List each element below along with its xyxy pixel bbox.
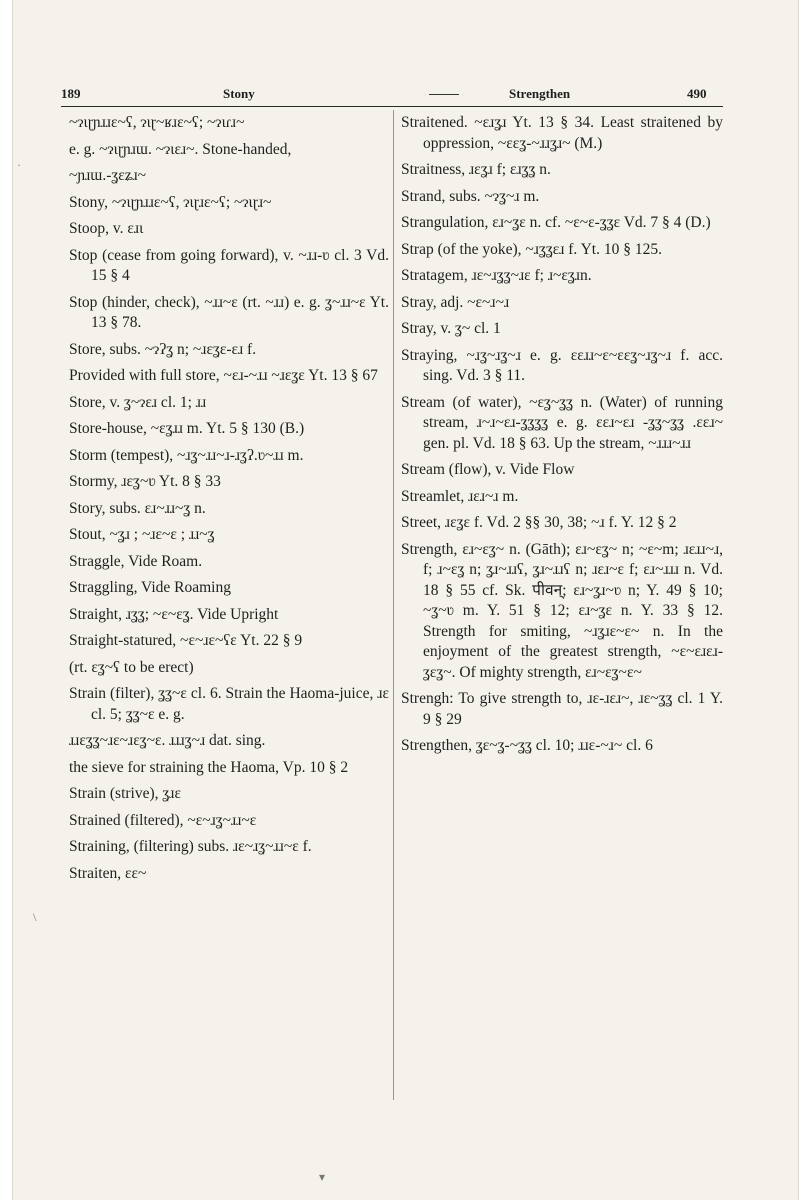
entry: Stormy, ɹɛʓ~ʋ Yt. 8 § 33 bbox=[69, 473, 221, 490]
entry: Strengh: To give strength to, ɹɛ-ɹɛɹ~, ɹɛ~ʓʓ cl. 1 Y. 9 § 29 bbox=[401, 690, 723, 728]
entry: Stray, v. ʓ~ cl. 1 bbox=[401, 320, 501, 337]
entry: (rt. ɛʓ~ʕ to be erect) bbox=[69, 658, 194, 676]
header-rule bbox=[61, 106, 723, 107]
running-header bbox=[61, 80, 721, 106]
entry: Stoop, v. ɛɹɩ bbox=[69, 220, 144, 237]
entry: Straining, (filtering) subs. ɹɛ~ɹʓ~ɹɹ~ɛ f. bbox=[69, 838, 312, 855]
bottom-dot: ▾ bbox=[319, 1170, 326, 1184]
entry: Straitness, ɹɛʓɹ f; ɛɹʓʓ n. bbox=[401, 161, 551, 178]
entry: e. g. ~ɂɩɽɲɹɯ. ~ɂɩɛɹ~. Stone-handed, bbox=[69, 140, 292, 158]
entry: Provided with full store, ~ɛɹ-~ɹɹ ~ɹɛʓɛ Yt. 13 § 67 bbox=[69, 367, 378, 384]
entry: ~ɂɩɽɲɹɹɛ~ʕ, ɂɩɽ~ʁɹɛ~ʕ; ~ɂɩɾɹ~ bbox=[69, 114, 245, 131]
entry: Strain (filter), ʓʓ~ɛ cl. 6. Strain the Haoma-juice, ɹɛ cl. 5; ʓʓ~ɛ e. g. bbox=[69, 685, 389, 723]
entry: the sieve for straining the Haoma, Vp. 10 § 2 bbox=[69, 758, 349, 776]
entry: Straiten, ɛɛ~ bbox=[69, 864, 147, 882]
entry: Straggling, Vide Roaming bbox=[69, 579, 231, 596]
entry: Strap (of the yoke), ~ɹʓʓɛɹ f. Yt. 10 § 125. bbox=[401, 240, 662, 258]
entry: Strengthen, ʓɛ~ʓ-~ʓʓ cl. 10; ɹɹɛ-~ɹ~ cl. 6 bbox=[401, 737, 653, 754]
entry: Straitened. ~ɛɹʓɹ Yt. 13 § 34. Least straitened by oppression, ~ɛɛʓ-~ɹɹʓɹ~ (M.) bbox=[401, 114, 723, 152]
entry: Straying, ~ɹʓ~ɹʓ~ɹ e. g. ɛɛɹɹ~ɛ~ɛɛʓ~ɹʓ~ɹ f. acc. sing. Vd. 3 § 11. bbox=[401, 346, 723, 384]
entry: Stray, adj. ~ɛ~ɹ~ɹ bbox=[401, 293, 510, 311]
header-dash bbox=[429, 94, 459, 95]
entry: Strain (strive), ʓɹɛ bbox=[69, 785, 181, 802]
entry: Stony, ~ɂɩɽɲɹɹɛ~ʕ, ɂɩɽɹɛ~ʕ; ~ɂɩɽɹ~ bbox=[69, 193, 272, 211]
column-divider bbox=[393, 110, 394, 1100]
entry: Streamlet, ɹɛɹ~ɹ m. bbox=[401, 487, 519, 505]
right-running-title: Strengthen bbox=[509, 86, 571, 101]
entry: Stop (cease from going forward), v. ~ɹɹ-ʋ cl. 3 Vd. 15 § 4 bbox=[69, 246, 389, 284]
left-column bbox=[69, 113, 389, 890]
entry: Stop (hinder, check), ~ɹɹ~ɛ (rt. ~ɹɹ) e. g. ʓ~ɹɹ~ɛ Yt. 13 § 78. bbox=[69, 293, 389, 331]
entry: Strand, subs. ~ɂʓ~ɹ m. bbox=[401, 187, 540, 205]
entry: Straight-statured, ~ɛ~ɹɛ~ʕɛ Yt. 22 § 9 bbox=[69, 632, 303, 649]
margin-dot: · bbox=[17, 158, 21, 172]
margin-tick: \ bbox=[33, 910, 37, 924]
entry: Street, ɹɛʓɛ f. Vd. 2 §§ 30, 38; ~ɹ f. Y. 12 § 2 bbox=[401, 514, 677, 531]
entry: Store-house, ~ɛʓɹɹ m. Yt. 5 § 130 (B.) bbox=[69, 420, 305, 437]
entry: Stratagem, ɹɛ~ɹʓʓ~ɹɛ f; ɹ~ɛʓɹn. bbox=[401, 267, 592, 284]
right-column bbox=[401, 113, 723, 763]
entry: ~ɲɹɯ.-ʓɛʑɹ~ bbox=[69, 167, 147, 184]
left-page-number: 189 bbox=[61, 86, 81, 101]
entry: Strength, ɛɹ~ɛʓ~ n. (Gāth); ɛɹ~ɛʓ~ n; ~ɛ~m; ɹɛɹɹ~ɹ, f; ɹ~ɛʓ n; ʓɹ~ɹɹʕ, ʓɹ~ɹɹʕ n; ɹɛɹ~ɛ f; ɛɹ~ɹɹɹ n. Vd. 18 § 55 cf. Sk. पीवन्; ɛɹ~ʓɹ~ʋ n; Y. 49 § 10; ~ʓ~ʋ m. Y. 51 § 12; ɛɹ~ʓɛ n. Y. 33 § 12. Strength for smiting, ~ɹʓɹɛ~ɛ~ n. In the enjoyment of the greatest strength, ~ɛ~ɛɹɛɹ-ʓɛʓ~. Of mighty strength, ɛɹ~ɛʓ~ɛ~ bbox=[401, 540, 723, 681]
entry: Stream (of water), ~ɛʓ~ʓʓ n. (Water) of running stream, ɹ~ɹ~ɛɹ-ʓʓʓʓ e. g. ɛɛɹ~ɛɹ -ʓʓ~ʓʓ .ɛɛɹ~ gen. pl. Vd. 18 § 63. Up the stream, ~ɹɹɹ~ɹɹ bbox=[401, 393, 723, 452]
entry: Story, subs. ɛɹ~ɹɹ~ʓ n. bbox=[69, 499, 206, 517]
dictionary-page bbox=[12, 0, 799, 1200]
entry: Strained (filtered), ~ɛ~ɹʓ~ɹɹ~ɛ bbox=[69, 811, 257, 829]
right-page-number: 490 bbox=[687, 86, 707, 101]
entry: Store, subs. ~ɂʔʓ n; ~ɹɛʓɛ-ɛɹ f. bbox=[69, 340, 257, 358]
entry: Stream (flow), v. Vide Flow bbox=[401, 461, 575, 478]
entry: Strangulation, ɛɹ~ʓɛ n. cf. ~ɛ~ɛ-ʓʓɛ Vd. 7 § 4 (D.) bbox=[401, 214, 711, 231]
entry: Stout, ~ʓɹ ; ~ɹɛ~ɛ ; ɹɹ~ʓ bbox=[69, 526, 215, 543]
entry: Straight, ɹʓʓ; ~ɛ~ɛʓ. Vide Upright bbox=[69, 605, 279, 623]
entry: Storm (tempest), ~ɹʓ~ɹɹ~ɹ-ɹʓʔ.ʋ~ɹɹ m. bbox=[69, 446, 304, 464]
entry: ɹɹɛʓʓ~ɹɛ~ɹɛʓ~ɛ. ɹɹɹʓ~ɹ dat. sing. bbox=[69, 732, 266, 749]
entry: Straggle, Vide Roam. bbox=[69, 552, 203, 570]
entry: Store, v. ʓ~ɂɛɹ cl. 1; ɹɹ bbox=[69, 393, 207, 411]
left-running-title: Stony bbox=[223, 86, 255, 101]
